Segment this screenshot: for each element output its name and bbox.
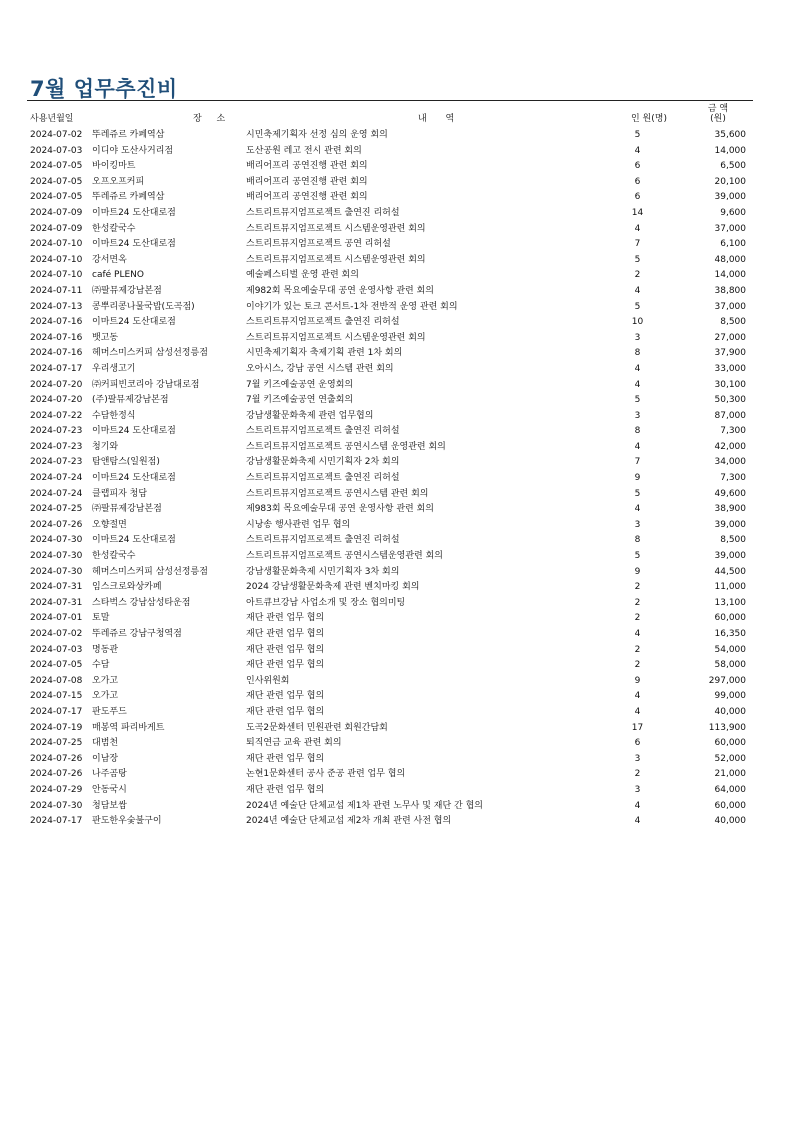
table-row [0,814,793,830]
row-people: 2 [634,644,641,655]
table-row [0,596,793,612]
row-place: 임스크로와상카페 [92,582,162,593]
header-amount-unit: (원) [710,114,726,124]
row-date: 2024-07-10 [30,270,83,281]
row-date: 2024-07-30 [30,566,83,577]
row-detail: 강남생활문화축제 시민기획자 3차 회의 [246,566,400,577]
row-amount: 9,600 [720,207,746,218]
row-people: 4 [634,800,641,811]
row-date: 2024-07-05 [30,192,83,203]
row-people: 5 [634,254,641,265]
row-amount: 42,000 [714,441,746,452]
table-row [0,580,793,596]
row-date: 2024-07-03 [30,644,83,655]
row-detail: 배리어프리 공연진행 관련 회의 [246,161,368,172]
expense-table-body [0,128,793,830]
header-place: 장 소 [193,114,232,124]
row-detail: 재단 관련 업무 협의 [246,706,325,717]
row-people: 8 [634,535,641,546]
row-detail: 이야기가 있는 토크 콘서트-1차 전반적 운영 관련 회의 [246,301,458,312]
row-people: 4 [634,504,641,515]
row-people: 4 [634,441,641,452]
row-detail: 7월 키즈예술공연 운영회의 [246,379,354,390]
row-place: 나주곰탕 [92,769,127,780]
row-detail: 스트리트뮤지엄프로젝트 출연진 리허설 [246,535,400,546]
row-place: 이마트24 도산대로점 [92,535,176,546]
row-detail: 재단 관련 업무 협의 [246,629,325,639]
row-amount: 60,000 [714,738,746,749]
row-detail: 재단 관련 업무 협의 [246,644,325,655]
table-row [0,752,793,768]
row-amount: 7,300 [720,426,746,437]
table-row [0,393,793,409]
row-detail: 제982회 목요예술무대 공연 운영사항 관련 회의 [246,285,434,296]
row-amount: 14,000 [714,270,746,281]
row-date: 2024-07-01 [30,613,83,624]
table-row [0,611,793,627]
row-place: 오가고 [92,675,119,686]
row-date: 2024-07-05 [30,161,83,172]
row-place: 한성칼국수 [92,551,136,562]
row-place: 오프오프커피 [92,176,145,187]
row-people: 4 [634,629,641,639]
row-place: (주)팔뮤제강남본점 [92,395,169,406]
row-date: 2024-07-02 [30,629,83,639]
row-place: 우리생고기 [92,363,136,374]
table-row [0,206,793,222]
table-row [0,175,793,191]
row-people: 5 [634,301,641,312]
row-place: 클랩피자 청담 [92,488,148,499]
table-row [0,627,793,643]
table-row [0,237,793,253]
row-amount: 11,000 [714,582,746,593]
row-people: 4 [634,816,641,827]
table-row [0,689,793,705]
row-detail: 퇴직연금 교육 관련 회의 [246,738,342,749]
row-place: 뚜레쥬르 카페역삼 [92,130,165,140]
row-place: 이마트24 도산대로점 [92,473,176,484]
row-people: 4 [634,691,641,702]
table-row [0,222,793,238]
header-detail: 내 역 [418,114,463,124]
row-amount: 6,500 [720,161,746,172]
row-amount: 21,000 [714,769,746,780]
row-place: 스타벅스 강남삼성타운점 [92,597,191,608]
row-detail: 도곡2문화센터 민원관련 회원간담회 [246,722,388,733]
row-place: 이마트24 도산대로점 [92,317,176,328]
row-amount: 37,000 [714,301,746,312]
row-detail: 강남생활문화축제 시민기획자 2차 회의 [246,457,400,468]
row-place: 수담 [92,660,110,671]
row-amount: 37,900 [714,348,746,359]
row-amount: 14,000 [714,145,746,156]
row-people: 2 [634,597,641,608]
table-row [0,455,793,471]
row-amount: 37,000 [714,223,746,234]
row-place: 헤머스미스커피 삼성선정릉점 [92,348,208,359]
row-place: 바이킹마트 [92,161,136,172]
row-detail: 예술페스티벌 운영 관련 회의 [246,270,359,281]
row-date: 2024-07-20 [30,395,83,406]
table-row [0,253,793,269]
row-date: 2024-07-10 [30,254,83,265]
table-row [0,268,793,284]
row-detail: 제983회 목요예술무대 공연 운영사항 관련 회의 [246,504,434,515]
row-people: 10 [631,317,644,328]
row-date: 2024-07-23 [30,426,83,437]
row-people: 2 [634,582,641,593]
table-row [0,721,793,737]
row-people: 2 [634,613,641,624]
table-row [0,518,793,534]
table-row [0,346,793,362]
row-date: 2024-07-24 [30,473,83,484]
table-row [0,487,793,503]
row-date: 2024-07-26 [30,753,83,764]
row-amount: 58,000 [714,660,746,671]
row-detail: 2024 강남생활문화축제 관련 벤치마킹 회의 [246,582,420,593]
row-date: 2024-07-30 [30,551,83,562]
row-people: 7 [634,239,641,250]
row-amount: 50,300 [714,395,746,406]
row-people: 7 [634,457,641,468]
row-amount: 60,000 [714,613,746,624]
table-row [0,409,793,425]
row-detail: 2024년 예술단 단체교섭 제1차 관련 노무사 및 재단 간 협의 [246,800,483,811]
row-place: 오향절면 [92,519,127,530]
row-date: 2024-07-17 [30,816,83,827]
row-amount: 54,000 [714,644,746,655]
row-place: 강서면옥 [92,254,127,265]
row-date: 2024-07-20 [30,379,83,390]
table-header [0,104,793,130]
row-date: 2024-07-02 [30,130,83,140]
page-title: 7월 업무추진비 [30,77,178,101]
header-people: 인 원(명) [631,114,667,124]
table-row [0,331,793,347]
row-people: 3 [634,784,641,795]
row-people: 5 [634,130,641,140]
row-people: 4 [634,363,641,374]
row-amount: 39,000 [714,192,746,203]
row-date: 2024-07-16 [30,332,83,343]
row-place: 한성칼국수 [92,223,136,234]
row-detail: 스트리트뮤지엄프로젝트 시스템운영관련 회의 [246,254,426,265]
row-amount: 27,000 [714,332,746,343]
row-amount: 20,100 [714,176,746,187]
row-date: 2024-07-30 [30,800,83,811]
row-detail: 재단 관련 업무 협의 [246,753,325,764]
table-row [0,736,793,752]
table-row [0,190,793,206]
row-detail: 7월 키즈예술공연 연출회의 [246,395,354,406]
table-row [0,424,793,440]
row-amount: 52,000 [714,753,746,764]
row-amount: 38,900 [714,504,746,515]
row-detail: 스트리트뮤지엄프로젝트 출연진 리허설 [246,426,400,437]
row-amount: 44,500 [714,566,746,577]
row-detail: 스트리트뮤지엄프로젝트 출연진 리허설 [246,473,400,484]
row-amount: 8,500 [720,535,746,546]
row-detail: 스트리트뮤지엄프로젝트 출연진 리허설 [246,207,400,218]
row-place: 토말 [92,613,110,624]
table-row [0,502,793,518]
row-detail: 스트리트뮤지엄프로젝트 공연시스템 관련 회의 [246,488,429,499]
header-amount-label: 금 액 [707,104,729,114]
row-people: 9 [634,473,641,484]
row-amount: 8,500 [720,317,746,328]
row-amount: 48,000 [714,254,746,265]
row-detail: 강남생활문화축제 관련 업무협의 [246,410,374,421]
row-amount: 87,000 [714,410,746,421]
row-place: ㈜팔뮤제강남본점 [92,285,162,296]
row-place: 이마트24 도산대로점 [92,239,176,250]
row-people: 2 [634,660,641,671]
row-date: 2024-07-25 [30,504,83,515]
row-place: 이마트24 도산대로점 [92,207,176,218]
row-date: 2024-07-24 [30,488,83,499]
row-date: 2024-07-16 [30,348,83,359]
row-place: ㈜커피빈코리아 강남대로점 [92,379,200,390]
row-place: ㈜팔뮤제강남본점 [92,504,162,515]
row-place: 청기와 [92,441,119,452]
row-people: 4 [634,145,641,156]
row-detail: 아트큐브강남 사업소개 및 장소 협의미팅 [246,597,406,608]
table-row [0,159,793,175]
row-place: 뚜레쥬르 카페역삼 [92,192,165,203]
row-date: 2024-07-26 [30,769,83,780]
table-row [0,643,793,659]
row-people: 4 [634,379,641,390]
header-divider [27,100,753,101]
row-date: 2024-07-26 [30,519,83,530]
row-people: 14 [631,207,644,218]
row-detail: 스트리트뮤지엄프로젝트 공연시스템 운영관련 회의 [246,441,446,452]
row-amount: 33,000 [714,363,746,374]
row-date: 2024-07-16 [30,317,83,328]
row-place: 이디야 도산사거리점 [92,145,174,156]
row-date: 2024-07-19 [30,722,83,733]
row-detail: 재단 관련 업무 협의 [246,691,325,702]
row-people: 4 [634,223,641,234]
row-place: 이남장 [92,753,119,764]
table-row [0,549,793,565]
row-date: 2024-07-17 [30,706,83,717]
row-detail: 시민축제기획자 축제기획 관련 1차 회의 [246,348,403,359]
row-detail: 스트리트뮤지엄프로젝트 시스템운영관련 회의 [246,332,426,343]
row-amount: 7,300 [720,473,746,484]
row-date: 2024-07-22 [30,410,83,421]
row-place: 뱃고동 [92,332,119,343]
table-row [0,783,793,799]
row-detail: 시민축제기획자 선정 심의 운영 회의 [246,130,388,140]
row-people: 3 [634,753,641,764]
row-date: 2024-07-15 [30,691,83,702]
row-place: 청담보쌈 [92,800,127,811]
row-amount: 6,100 [720,239,746,250]
row-people: 3 [634,519,641,530]
table-row [0,767,793,783]
row-amount: 60,000 [714,800,746,811]
row-place: 명동관 [92,644,119,655]
table-row [0,284,793,300]
row-amount: 64,000 [714,784,746,795]
row-date: 2024-07-30 [30,535,83,546]
row-detail: 재단 관련 업무 협의 [246,613,325,624]
table-row [0,799,793,815]
table-row [0,533,793,549]
row-amount: 39,000 [714,519,746,530]
row-place: café PLENO [92,270,144,281]
row-place: 수담한정식 [92,410,136,421]
table-row [0,362,793,378]
row-date: 2024-07-13 [30,301,83,312]
row-people: 2 [634,270,641,281]
row-people: 6 [634,176,641,187]
row-people: 6 [634,161,641,172]
row-detail: 배리어프리 공연진행 관련 회의 [246,176,368,187]
row-detail: 배리어프리 공연진행 관련 회의 [246,192,368,203]
header-date: 사용년월일 [30,114,74,124]
row-people: 2 [634,769,641,780]
row-amount: 16,350 [714,629,746,639]
table-row [0,300,793,316]
row-amount: 35,600 [714,130,746,140]
row-amount: 113,900 [708,722,746,733]
row-people: 4 [634,285,641,296]
row-people: 9 [634,675,641,686]
row-place: 판도한우숯불구이 [92,816,162,827]
row-people: 4 [634,706,641,717]
row-amount: 40,000 [714,706,746,717]
row-place: 헤머스미스커피 삼성선정릉점 [92,566,208,577]
row-amount: 30,100 [714,379,746,390]
row-date: 2024-07-23 [30,441,83,452]
table-row [0,315,793,331]
row-place: 판도푸드 [92,706,127,717]
table-row [0,128,793,144]
table-row [0,378,793,394]
row-people: 5 [634,488,641,499]
row-date: 2024-07-31 [30,582,83,593]
row-date: 2024-07-03 [30,145,83,156]
row-place: 안동국시 [92,784,127,795]
row-people: 8 [634,426,641,437]
table-row [0,658,793,674]
row-people: 3 [634,410,641,421]
row-detail: 재단 관련 업무 협의 [246,784,325,795]
row-amount: 38,800 [714,285,746,296]
row-detail: 논현1문화센터 공사 준공 관련 업무 협의 [246,769,406,780]
row-place: 대범천 [92,738,119,749]
row-date: 2024-07-10 [30,239,83,250]
row-place: 콩뿌리콩나물국밥(도곡점) [92,301,195,312]
row-date: 2024-07-29 [30,784,83,795]
row-amount: 34,000 [714,457,746,468]
row-people: 17 [631,722,644,733]
table-row [0,471,793,487]
row-date: 2024-07-09 [30,207,83,218]
row-people: 8 [634,348,641,359]
row-date: 2024-07-25 [30,738,83,749]
row-date: 2024-07-11 [30,285,83,296]
row-detail: 재단 관련 업무 협의 [246,660,325,671]
row-amount: 49,600 [714,488,746,499]
table-row [0,565,793,581]
row-place: 오가고 [92,691,119,702]
row-date: 2024-07-23 [30,457,83,468]
row-date: 2024-07-17 [30,363,83,374]
row-date: 2024-07-09 [30,223,83,234]
header-amount [706,104,730,124]
row-place: 탐앤탐스(일원점) [92,457,160,468]
row-place: 이마트24 도산대로점 [92,426,176,437]
row-date: 2024-07-05 [30,660,83,671]
row-people: 3 [634,332,641,343]
row-detail: 도산공원 레고 전시 관련 회의 [246,145,362,156]
row-people: 6 [634,738,641,749]
row-amount: 40,000 [714,816,746,827]
row-date: 2024-07-05 [30,176,83,187]
table-row [0,440,793,456]
table-row [0,144,793,160]
row-detail: 스트리트뮤지엄프로젝트 공연 리허설 [246,239,391,250]
row-detail: 스트리트뮤지엄프로젝트 시스템운영관련 회의 [246,223,426,234]
table-row [0,705,793,721]
table-row [0,674,793,690]
row-amount: 39,000 [714,551,746,562]
row-place: 매봉역 파리바게트 [92,722,165,733]
row-date: 2024-07-31 [30,597,83,608]
row-detail: 인사위원회 [246,675,290,686]
row-amount: 297,000 [708,675,746,686]
row-detail: 2024년 예술단 단체교섭 제2차 개최 관련 사전 협의 [246,816,452,827]
row-amount: 99,000 [714,691,746,702]
row-detail: 시낭송 행사관련 업무 협의 [246,519,351,530]
row-place: 뚜레쥬르 강남구청역점 [92,629,182,639]
row-people: 5 [634,551,641,562]
row-people: 5 [634,395,641,406]
row-amount: 13,100 [714,597,746,608]
row-detail: 오아시스, 강남 공연 시스템 관련 회의 [246,363,394,374]
row-date: 2024-07-08 [30,675,83,686]
row-people: 9 [634,566,641,577]
row-people: 6 [634,192,641,203]
row-detail: 스트리트뮤지엄프로젝트 출연진 리허설 [246,317,400,328]
row-detail: 스트리트뮤지엄프로젝트 공연시스템운영관련 회의 [246,551,443,562]
